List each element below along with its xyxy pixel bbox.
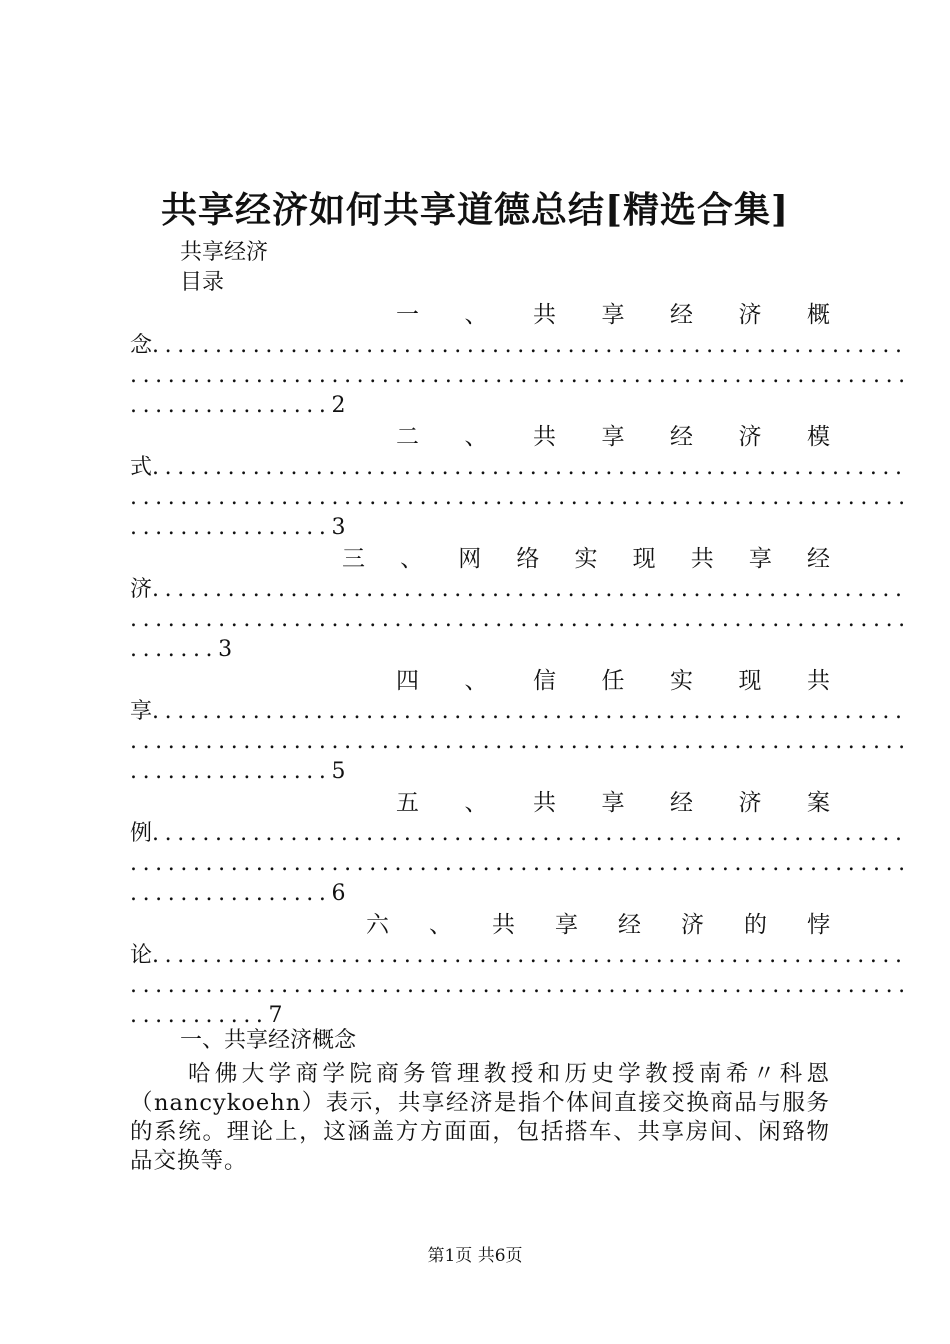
toc-title-char: 济 <box>738 790 762 816</box>
toc-leader-dots: .............................................................. <box>130 607 911 632</box>
toc-title-char: 经 <box>618 912 641 938</box>
toc-leader-dots: ............................................................ <box>152 943 908 968</box>
toc-leader-dots: .............................................................. <box>130 485 911 510</box>
toc-entry-title[interactable] <box>366 910 830 940</box>
toc-leader-dots: .............................................................. <box>130 851 911 876</box>
toc-page-number: 7 <box>268 1003 283 1028</box>
toc-label: 目录 <box>180 270 225 295</box>
toc-title-char: 、 <box>464 302 488 328</box>
toc-page-line <box>130 757 830 787</box>
toc-title-char: 、 <box>464 668 488 694</box>
toc-entry-title[interactable] <box>396 422 830 452</box>
toc-entry-title[interactable] <box>396 788 830 818</box>
toc-leader-line <box>130 697 908 727</box>
toc-leader-line <box>130 361 911 391</box>
document-title: 共享经济如何共享道德总结[精选合集] <box>160 189 790 231</box>
toc-title-char: 、 <box>464 790 488 816</box>
toc-title-tail: 享 <box>130 699 153 724</box>
toc-title-char: 经 <box>670 424 693 450</box>
toc-title-char: 经 <box>807 546 830 572</box>
toc-leader-line <box>130 941 908 971</box>
toc-title-char: 共 <box>533 302 556 328</box>
toc-title-tail: 论 <box>130 943 153 968</box>
toc-leader-line <box>130 483 911 513</box>
toc-title-char: 四 <box>396 668 419 694</box>
toc-leader-dots: ............................................................ <box>152 577 908 602</box>
toc-title-char: 案 <box>807 790 830 816</box>
toc-entry-title[interactable] <box>396 300 830 330</box>
toc-title-char: 模 <box>807 424 830 450</box>
toc-title-tail: 济 <box>130 577 153 602</box>
toc-title-char: 悖 <box>807 912 830 938</box>
toc-leader-dots: ............................................................ <box>152 455 908 480</box>
toc-title-char: 共 <box>492 912 515 938</box>
toc-leader-dots: ........... <box>130 1003 269 1028</box>
toc-leader-line <box>130 453 908 483</box>
toc-leader-line <box>130 971 911 1001</box>
toc-title-char: 济 <box>681 912 704 938</box>
toc-page-line <box>130 513 830 543</box>
toc-title-char: 济 <box>738 302 762 328</box>
toc-leader-dots: .............................................................. <box>130 729 911 754</box>
toc-title-char: 、 <box>464 424 488 450</box>
toc-entry-title[interactable] <box>396 666 830 696</box>
toc-title-char: 六 <box>366 912 389 938</box>
toc-title-char: 、 <box>400 546 424 572</box>
toc-leader-dots: ............................................................ <box>152 699 908 724</box>
toc-title-char: 现 <box>738 668 762 694</box>
toc-title-char: 享 <box>601 790 625 816</box>
toc-title-char: 三 <box>342 546 365 572</box>
toc-leader-dots: ............................................................ <box>152 333 908 358</box>
toc-title-char: 共 <box>807 668 830 694</box>
toc-title-char: 的 <box>744 912 767 938</box>
toc-title-char: 实 <box>670 668 693 694</box>
toc-page-number: 5 <box>331 759 346 784</box>
toc-page-number: 3 <box>331 515 346 540</box>
toc-title-tail: 式 <box>130 455 153 480</box>
toc-title-char: 共 <box>533 790 556 816</box>
toc-page-number: 6 <box>331 881 346 906</box>
toc-leader-dots: ............................................................ <box>152 821 908 846</box>
toc-title-char: 共 <box>690 546 714 572</box>
subtitle: 共享经济 <box>180 240 269 265</box>
toc-leader-dots: ................ <box>130 759 332 784</box>
toc-leader-line <box>130 819 908 849</box>
section-heading: 一、共享经济概念 <box>180 1028 357 1053</box>
toc-title-tail: 念 <box>130 333 153 358</box>
page-footer: 第1页 共6页 <box>427 1246 523 1266</box>
toc-leader-dots: .............................................................. <box>130 973 911 998</box>
toc-page-line <box>130 391 830 421</box>
toc-title-char: 信 <box>533 668 556 694</box>
toc-title-char: 享 <box>555 912 578 938</box>
toc-title-char: 现 <box>632 546 656 572</box>
toc-title-char: 络 <box>516 546 540 572</box>
toc-title-char: 一 <box>396 302 419 328</box>
toc-title-char: 享 <box>748 546 772 572</box>
toc-title-char: 实 <box>574 546 598 572</box>
toc-title-char: 五 <box>396 790 419 816</box>
toc-leader-dots: .............................................................. <box>130 363 911 388</box>
toc-page-line <box>130 635 830 665</box>
toc-title-char: 二 <box>396 424 419 450</box>
toc-title-char: 济 <box>738 424 762 450</box>
body-paragraph: 哈佛大学商学院商务管理教授和历史学教授南希〃科恩（nancykoehn）表示，共享经济是指个体间直接交换商品与服务的系统。理论上，这涵盖方方面面，包括搭车、共享房间、闲臵物品交换等。 <box>130 1061 830 1174</box>
toc-leader-line <box>130 727 911 757</box>
toc-title-char: 网 <box>458 546 482 572</box>
toc-title-char: 、 <box>429 912 452 938</box>
toc-entry-title[interactable] <box>342 544 830 574</box>
toc-leader-dots: ................ <box>130 393 332 418</box>
toc-title-char: 概 <box>807 302 830 328</box>
toc-page-number: 2 <box>331 393 346 418</box>
toc-title-char: 任 <box>601 668 625 694</box>
toc-title-char: 经 <box>670 790 693 816</box>
toc-title-char: 经 <box>670 302 693 328</box>
toc-title-char: 享 <box>601 424 625 450</box>
toc-title-char: 共 <box>533 424 556 450</box>
toc-page-line <box>130 879 830 909</box>
toc-leader-line <box>130 605 911 635</box>
toc-page-number: 3 <box>218 637 233 662</box>
toc-title-tail: 例 <box>130 821 153 846</box>
toc-leader-dots: ....... <box>130 637 219 662</box>
toc-leader-dots: ................ <box>130 881 332 906</box>
toc-leader-dots: ................ <box>130 515 332 540</box>
toc-leader-line <box>130 849 911 879</box>
toc-leader-line <box>130 575 908 605</box>
toc-title-char: 享 <box>601 302 625 328</box>
toc-leader-line <box>130 331 908 361</box>
